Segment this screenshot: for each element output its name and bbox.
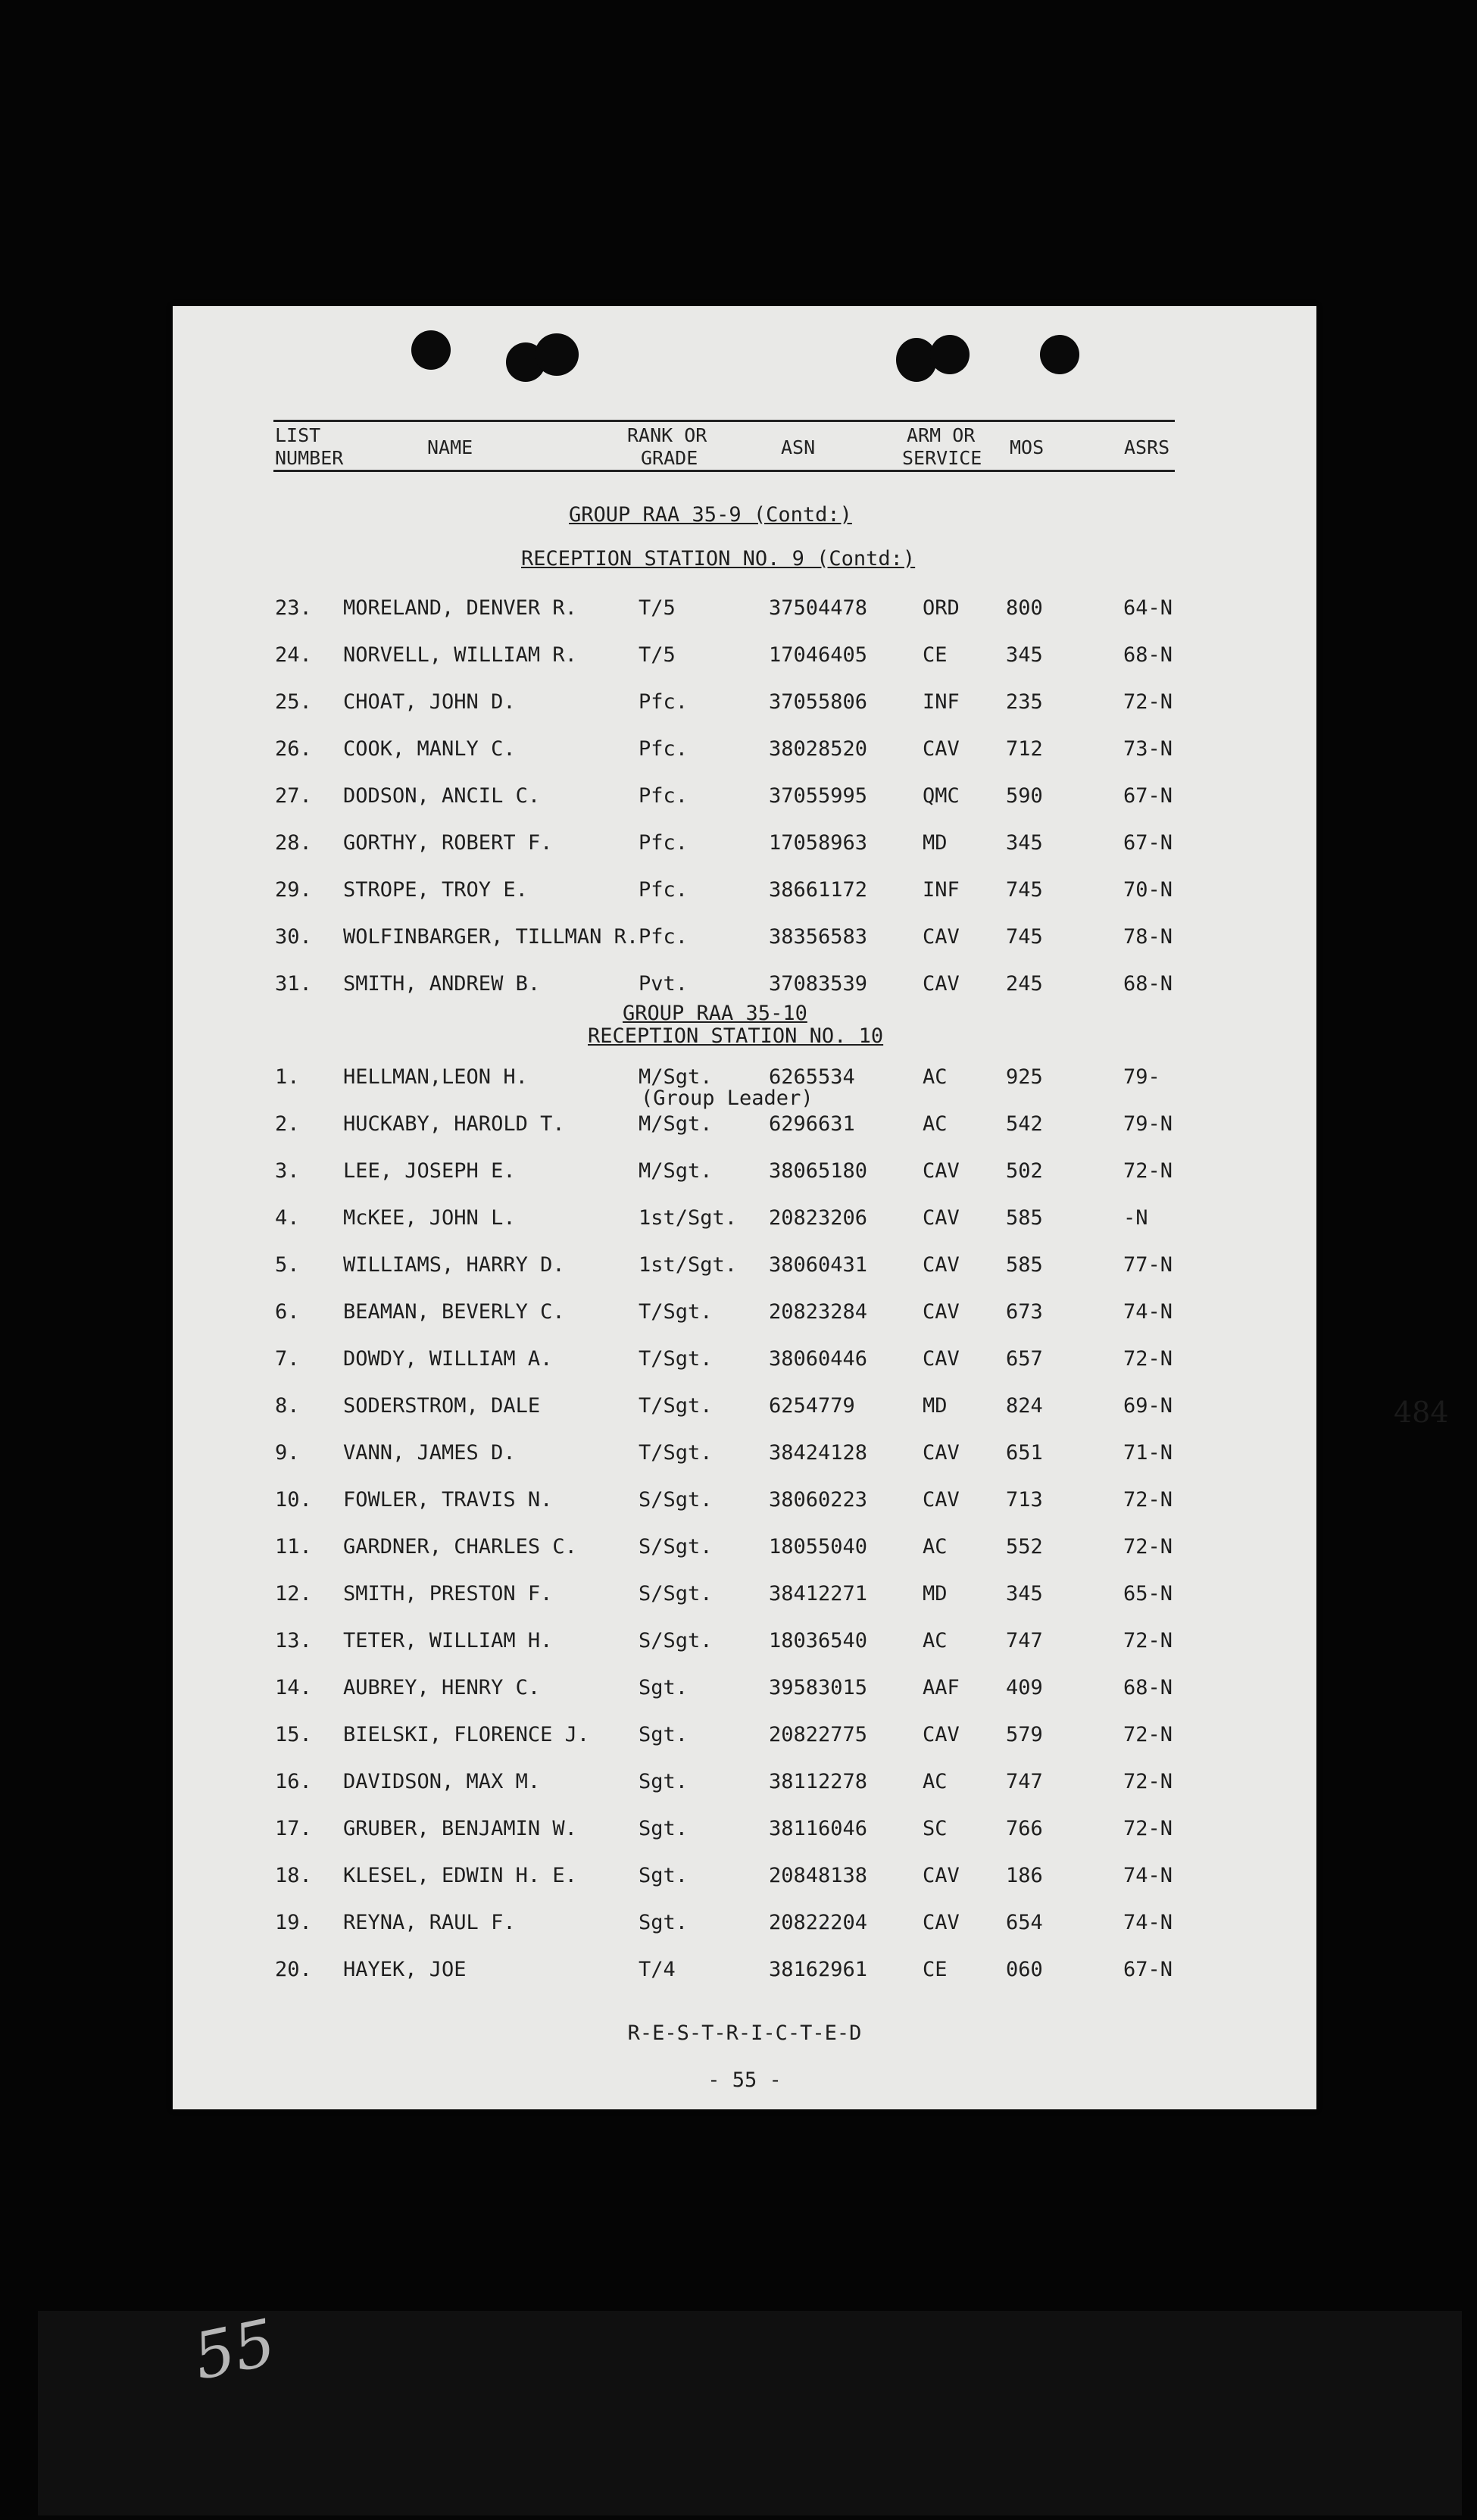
mos-cell: 824 bbox=[1006, 1394, 1043, 1418]
list-number-cell: 24. bbox=[275, 643, 312, 667]
asrs-cell: 72-N bbox=[1123, 1629, 1173, 1652]
asn-cell: 18036540 bbox=[769, 1629, 868, 1652]
asrs-cell: 72-N bbox=[1123, 690, 1173, 714]
table-row bbox=[173, 1673, 1316, 1703]
asn-cell: 38060223 bbox=[769, 1488, 868, 1512]
arm-service-cell: CAV bbox=[923, 1723, 960, 1746]
asrs-cell: 67-N bbox=[1123, 1958, 1173, 1981]
header-mos: MOS bbox=[1010, 436, 1045, 458]
soldier-name-cell: SMITH, PRESTON F. bbox=[343, 1582, 553, 1605]
soldier-name-cell: WOLFINBARGER, TILLMAN R. bbox=[343, 925, 639, 949]
arm-service-cell: AC bbox=[923, 1770, 948, 1793]
pencil-annotation: 55 bbox=[186, 2304, 282, 2395]
arm-service-cell: CAV bbox=[923, 972, 960, 996]
rank-cell: S/Sgt. bbox=[639, 1629, 713, 1652]
soldier-name-cell: SMITH, ANDREW B. bbox=[343, 972, 541, 996]
table-row bbox=[173, 1532, 1316, 1562]
asn-cell: 38661172 bbox=[769, 878, 868, 902]
asn-cell: 37055995 bbox=[769, 784, 868, 808]
arm-service-cell: CAV bbox=[923, 1253, 960, 1277]
table-row bbox=[173, 1344, 1316, 1374]
soldier-name-cell: STROPE, TROY E. bbox=[343, 878, 528, 902]
asn-cell: 37504478 bbox=[769, 596, 868, 620]
mos-cell: 585 bbox=[1006, 1253, 1043, 1277]
list-number-cell: 1. bbox=[275, 1065, 300, 1089]
soldier-name-cell: DOWDY, WILLIAM A. bbox=[343, 1347, 553, 1371]
soldier-name-cell: HELLMAN,LEON H. bbox=[343, 1065, 528, 1089]
list-number-cell: 29. bbox=[275, 878, 312, 902]
table-row bbox=[173, 781, 1316, 811]
mos-cell: 766 bbox=[1006, 1817, 1043, 1840]
list-number-cell: 18. bbox=[275, 1864, 312, 1887]
page-number: - 55 - bbox=[707, 2068, 782, 2092]
document-page bbox=[173, 306, 1449, 2395]
rank-cell: T/Sgt. bbox=[639, 1300, 713, 1324]
table-row bbox=[173, 593, 1316, 624]
mos-cell: 060 bbox=[1006, 1958, 1043, 1981]
rank-cell: T/Sgt. bbox=[639, 1394, 713, 1418]
asrs-cell: 77-N bbox=[1123, 1253, 1173, 1277]
rank-cell: 1st/Sgt. bbox=[639, 1206, 738, 1230]
asrs-cell: 72-N bbox=[1123, 1159, 1173, 1183]
asrs-cell: 74-N bbox=[1123, 1911, 1173, 1934]
mos-cell: 745 bbox=[1006, 878, 1043, 902]
list-number-cell: 31. bbox=[275, 972, 312, 996]
arm-service-cell: CAV bbox=[923, 925, 960, 949]
asrs-cell: 67-N bbox=[1123, 784, 1173, 808]
rank-cell: M/Sgt. bbox=[639, 1112, 713, 1136]
list-number-cell: 7. bbox=[275, 1347, 300, 1371]
arm-service-cell: AAF bbox=[923, 1676, 960, 1699]
mos-cell: 552 bbox=[1006, 1535, 1043, 1559]
table-row bbox=[173, 734, 1316, 764]
mos-cell: 800 bbox=[1006, 596, 1043, 620]
rank-cell: M/Sgt. bbox=[639, 1159, 713, 1183]
asrs-cell: 79- bbox=[1123, 1065, 1160, 1089]
header-bottom-rule bbox=[273, 470, 1175, 472]
mos-cell: 654 bbox=[1006, 1911, 1043, 1934]
punch-hole bbox=[411, 330, 451, 370]
arm-service-cell: AC bbox=[923, 1629, 948, 1652]
mos-cell: 590 bbox=[1006, 784, 1043, 808]
soldier-name-cell: DODSON, ANCIL C. bbox=[343, 784, 541, 808]
table-row bbox=[173, 1767, 1316, 1797]
asn-cell: 20822775 bbox=[769, 1723, 868, 1746]
rank-cell: Sgt. bbox=[639, 1864, 689, 1887]
station-title: RECEPTION STATION NO. 9 (Contd:) bbox=[521, 547, 916, 571]
list-number-cell: 16. bbox=[275, 1770, 312, 1793]
table-row bbox=[173, 1297, 1316, 1327]
table-row bbox=[173, 969, 1316, 999]
rank-cell: M/Sgt. bbox=[639, 1065, 713, 1089]
list-number-cell: 14. bbox=[275, 1676, 312, 1699]
header-arm: ARM OR SERVICE bbox=[902, 424, 982, 469]
list-number-cell: 25. bbox=[275, 690, 312, 714]
table-row bbox=[173, 687, 1316, 718]
mos-cell: 747 bbox=[1006, 1770, 1043, 1793]
margin-number: 484 bbox=[1394, 1396, 1449, 1429]
header-name: NAME bbox=[427, 436, 473, 458]
mos-cell: 409 bbox=[1006, 1676, 1043, 1699]
table-row bbox=[173, 875, 1316, 905]
table-row bbox=[173, 1720, 1316, 1750]
soldier-name-cell: GORTHY, ROBERT F. bbox=[343, 831, 553, 855]
list-number-cell: 20. bbox=[275, 1958, 312, 1981]
punch-hole bbox=[535, 333, 579, 376]
mos-cell: 235 bbox=[1006, 690, 1043, 714]
arm-service-cell: CAV bbox=[923, 1911, 960, 1934]
arm-service-cell: CAV bbox=[923, 1206, 960, 1230]
asrs-cell: 73-N bbox=[1123, 737, 1173, 761]
list-number-cell: 28. bbox=[275, 831, 312, 855]
table-row bbox=[173, 1485, 1316, 1515]
list-number-cell: 13. bbox=[275, 1629, 312, 1652]
asn-cell: 6296631 bbox=[769, 1112, 855, 1136]
asrs-cell: 72-N bbox=[1123, 1488, 1173, 1512]
soldier-name-cell: McKEE, JOHN L. bbox=[343, 1206, 516, 1230]
soldier-name-cell: FOWLER, TRAVIS N. bbox=[343, 1488, 553, 1512]
soldier-name-cell: KLESEL, EDWIN H. E. bbox=[343, 1864, 577, 1887]
table-row bbox=[173, 1579, 1316, 1609]
rank-cell: Sgt. bbox=[639, 1911, 689, 1934]
table-row bbox=[173, 1250, 1316, 1280]
arm-service-cell: CAV bbox=[923, 1864, 960, 1887]
rank-cell: T/5 bbox=[639, 596, 676, 620]
soldier-name-cell: REYNA, RAUL F. bbox=[343, 1911, 516, 1934]
arm-service-cell: ORD bbox=[923, 596, 960, 620]
asrs-cell: 67-N bbox=[1123, 831, 1173, 855]
mos-cell: 542 bbox=[1006, 1112, 1043, 1136]
soldier-name-cell: VANN, JAMES D. bbox=[343, 1441, 516, 1465]
asn-cell: 38112278 bbox=[769, 1770, 868, 1793]
asn-cell: 38356583 bbox=[769, 925, 868, 949]
group-title: GROUP RAA 35-9 (Contd:) bbox=[569, 503, 852, 527]
list-number-cell: 9. bbox=[275, 1441, 300, 1465]
mos-cell: 745 bbox=[1006, 925, 1043, 949]
asrs-cell: 78-N bbox=[1123, 925, 1173, 949]
rank-cell: Pfc. bbox=[639, 737, 689, 761]
rank-cell: T/5 bbox=[639, 643, 676, 667]
list-number-cell: 26. bbox=[275, 737, 312, 761]
arm-service-cell: CAV bbox=[923, 1300, 960, 1324]
arm-service-cell: CAV bbox=[923, 1347, 960, 1371]
arm-service-cell: CAV bbox=[923, 737, 960, 761]
table-row bbox=[173, 640, 1316, 671]
asrs-cell: 65-N bbox=[1123, 1582, 1173, 1605]
arm-service-cell: INF bbox=[923, 690, 960, 714]
punch-hole bbox=[1040, 335, 1079, 374]
asrs-cell: 68-N bbox=[1123, 972, 1173, 996]
list-number-cell: 23. bbox=[275, 596, 312, 620]
soldier-name-cell: WILLIAMS, HARRY D. bbox=[343, 1253, 565, 1277]
restricted-marking: R-E-S-T-R-I-C-T-E-D bbox=[627, 2021, 862, 2045]
mos-cell: 585 bbox=[1006, 1206, 1043, 1230]
asn-cell: 20848138 bbox=[769, 1864, 868, 1887]
asrs-cell: 70-N bbox=[1123, 878, 1173, 902]
asn-cell: 6265534 bbox=[769, 1065, 855, 1089]
soldier-name-cell: NORVELL, WILLIAM R. bbox=[343, 643, 577, 667]
rank-cell: Pfc. bbox=[639, 925, 689, 949]
mos-cell: 579 bbox=[1006, 1723, 1043, 1746]
rank-cell: T/Sgt. bbox=[639, 1441, 713, 1465]
punch-hole bbox=[930, 335, 970, 374]
rank-cell: S/Sgt. bbox=[639, 1488, 713, 1512]
header-asn: ASN bbox=[781, 436, 816, 458]
list-number-cell: 12. bbox=[275, 1582, 312, 1605]
table-row bbox=[173, 1391, 1316, 1421]
header-asrs: ASRS bbox=[1124, 436, 1170, 458]
mos-cell: 186 bbox=[1006, 1864, 1043, 1887]
asn-cell: 20823284 bbox=[769, 1300, 868, 1324]
arm-service-cell: AC bbox=[923, 1112, 948, 1136]
asrs-cell: -N bbox=[1123, 1206, 1148, 1230]
mos-cell: 345 bbox=[1006, 643, 1043, 667]
table-row bbox=[173, 1438, 1316, 1468]
list-number-cell: 3. bbox=[275, 1159, 300, 1183]
rank-cell: Pfc. bbox=[639, 831, 689, 855]
arm-service-cell: SC bbox=[923, 1817, 948, 1840]
list-number-cell: 4. bbox=[275, 1206, 300, 1230]
rank-cell: S/Sgt. bbox=[639, 1535, 713, 1559]
rank-cell: S/Sgt. bbox=[639, 1582, 713, 1605]
group-title: GROUP RAA 35-10 bbox=[623, 1002, 807, 1025]
asrs-cell: 68-N bbox=[1123, 1676, 1173, 1699]
header-list-number: LIST NUMBER bbox=[275, 424, 344, 469]
table-row bbox=[173, 922, 1316, 952]
soldier-name-cell: BEAMAN, BEVERLY C. bbox=[343, 1300, 565, 1324]
arm-service-cell: CE bbox=[923, 1958, 948, 1981]
asn-cell: 6254779 bbox=[769, 1394, 855, 1418]
list-number-cell: 10. bbox=[275, 1488, 312, 1512]
table-row bbox=[173, 1861, 1316, 1891]
soldier-name-cell: TETER, WILLIAM H. bbox=[343, 1629, 553, 1652]
arm-service-cell: CAV bbox=[923, 1488, 960, 1512]
asrs-cell: 69-N bbox=[1123, 1394, 1173, 1418]
asrs-cell: 71-N bbox=[1123, 1441, 1173, 1465]
asrs-cell: 74-N bbox=[1123, 1300, 1173, 1324]
asn-cell: 38412271 bbox=[769, 1582, 868, 1605]
asn-cell: 17058963 bbox=[769, 831, 868, 855]
soldier-name-cell: AUBREY, HENRY C. bbox=[343, 1676, 541, 1699]
rank-cell: Pvt. bbox=[639, 972, 689, 996]
soldier-name-cell: SODERSTROM, DALE bbox=[343, 1394, 541, 1418]
soldier-name-cell: BIELSKI, FLORENCE J. bbox=[343, 1723, 590, 1746]
asrs-cell: 68-N bbox=[1123, 643, 1173, 667]
table-row bbox=[173, 1908, 1316, 1938]
asrs-cell: 74-N bbox=[1123, 1864, 1173, 1887]
list-number-cell: 15. bbox=[275, 1723, 312, 1746]
rank-cell: Sgt. bbox=[639, 1676, 689, 1699]
arm-service-cell: AC bbox=[923, 1535, 948, 1559]
asrs-cell: 72-N bbox=[1123, 1770, 1173, 1793]
list-number-cell: 6. bbox=[275, 1300, 300, 1324]
arm-service-cell: MD bbox=[923, 1394, 948, 1418]
list-number-cell: 30. bbox=[275, 925, 312, 949]
header-top-rule bbox=[273, 420, 1175, 422]
asn-cell: 37055806 bbox=[769, 690, 868, 714]
mos-cell: 502 bbox=[1006, 1159, 1043, 1183]
mos-cell: 345 bbox=[1006, 1582, 1043, 1605]
rank-cell: T/4 bbox=[639, 1958, 676, 1981]
rank-cell: T/Sgt. bbox=[639, 1347, 713, 1371]
asn-cell: 39583015 bbox=[769, 1676, 868, 1699]
asrs-cell: 72-N bbox=[1123, 1535, 1173, 1559]
soldier-name-cell: DAVIDSON, MAX M. bbox=[343, 1770, 541, 1793]
soldier-name-cell: GARDNER, CHARLES C. bbox=[343, 1535, 577, 1559]
asn-cell: 37083539 bbox=[769, 972, 868, 996]
list-number-cell: 8. bbox=[275, 1394, 300, 1418]
asrs-cell: 79-N bbox=[1123, 1112, 1173, 1136]
soldier-name-cell: COOK, MANLY C. bbox=[343, 737, 516, 761]
asrs-cell: 64-N bbox=[1123, 596, 1173, 620]
arm-service-cell: CE bbox=[923, 643, 948, 667]
asn-cell: 38028520 bbox=[769, 737, 868, 761]
arm-service-cell: QMC bbox=[923, 784, 960, 808]
asn-cell: 18055040 bbox=[769, 1535, 868, 1559]
asn-cell: 38116046 bbox=[769, 1817, 868, 1840]
rank-cell: Sgt. bbox=[639, 1723, 689, 1746]
asn-cell: 38060431 bbox=[769, 1253, 868, 1277]
list-number-cell: 17. bbox=[275, 1817, 312, 1840]
asrs-cell: 72-N bbox=[1123, 1723, 1173, 1746]
mos-cell: 657 bbox=[1006, 1347, 1043, 1371]
asrs-cell: 72-N bbox=[1123, 1817, 1173, 1840]
arm-service-cell: AC bbox=[923, 1065, 948, 1089]
arm-service-cell: MD bbox=[923, 1582, 948, 1605]
station-title: RECEPTION STATION NO. 10 bbox=[588, 1024, 884, 1048]
rank-cell: Sgt. bbox=[639, 1817, 689, 1840]
table-row bbox=[173, 1156, 1316, 1187]
asn-cell: 38060446 bbox=[769, 1347, 868, 1371]
asn-cell: 20823206 bbox=[769, 1206, 868, 1230]
mos-cell: 712 bbox=[1006, 737, 1043, 761]
soldier-name-cell: LEE, JOSEPH E. bbox=[343, 1159, 516, 1183]
arm-service-cell: MD bbox=[923, 831, 948, 855]
rank-cell: Sgt. bbox=[639, 1770, 689, 1793]
rank-cell: Pfc. bbox=[639, 878, 689, 902]
asn-cell: 17046405 bbox=[769, 643, 868, 667]
mos-cell: 345 bbox=[1006, 831, 1043, 855]
mos-cell: 925 bbox=[1006, 1065, 1043, 1089]
rank-cell: 1st/Sgt. bbox=[639, 1253, 738, 1277]
asn-cell: 38065180 bbox=[769, 1159, 868, 1183]
arm-service-cell: CAV bbox=[923, 1159, 960, 1183]
asn-cell: 38162961 bbox=[769, 1958, 868, 1981]
mos-cell: 651 bbox=[1006, 1441, 1043, 1465]
soldier-name-cell: CHOAT, JOHN D. bbox=[343, 690, 516, 714]
asrs-cell: 72-N bbox=[1123, 1347, 1173, 1371]
table-row bbox=[173, 1203, 1316, 1233]
table-row bbox=[173, 1109, 1316, 1140]
list-number-cell: 2. bbox=[275, 1112, 300, 1136]
table-row bbox=[173, 1814, 1316, 1844]
table-row bbox=[173, 1955, 1316, 1985]
arm-service-cell: INF bbox=[923, 878, 960, 902]
mos-cell: 245 bbox=[1006, 972, 1043, 996]
list-number-cell: 19. bbox=[275, 1911, 312, 1934]
mos-cell: 747 bbox=[1006, 1629, 1043, 1652]
asn-cell: 38424128 bbox=[769, 1441, 868, 1465]
rank-cell: Pfc. bbox=[639, 784, 689, 808]
mos-cell: 713 bbox=[1006, 1488, 1043, 1512]
soldier-name-cell: HAYEK, JOE bbox=[343, 1958, 467, 1981]
mos-cell: 673 bbox=[1006, 1300, 1043, 1324]
table-row bbox=[173, 1626, 1316, 1656]
soldier-name-cell: HUCKABY, HAROLD T. bbox=[343, 1112, 565, 1136]
soldier-name-cell: GRUBER, BENJAMIN W. bbox=[343, 1817, 577, 1840]
arm-service-cell: CAV bbox=[923, 1441, 960, 1465]
list-number-cell: 27. bbox=[275, 784, 312, 808]
list-number-cell: 5. bbox=[275, 1253, 300, 1277]
rank-cell: Pfc. bbox=[639, 690, 689, 714]
soldier-name-cell: MORELAND, DENVER R. bbox=[343, 596, 577, 620]
table-row bbox=[173, 828, 1316, 858]
list-number-cell: 11. bbox=[275, 1535, 312, 1559]
group-leader-note: (Group Leader) bbox=[641, 1086, 813, 1110]
asn-cell: 20822204 bbox=[769, 1911, 868, 1934]
header-rank: RANK OR GRADE bbox=[627, 424, 707, 469]
